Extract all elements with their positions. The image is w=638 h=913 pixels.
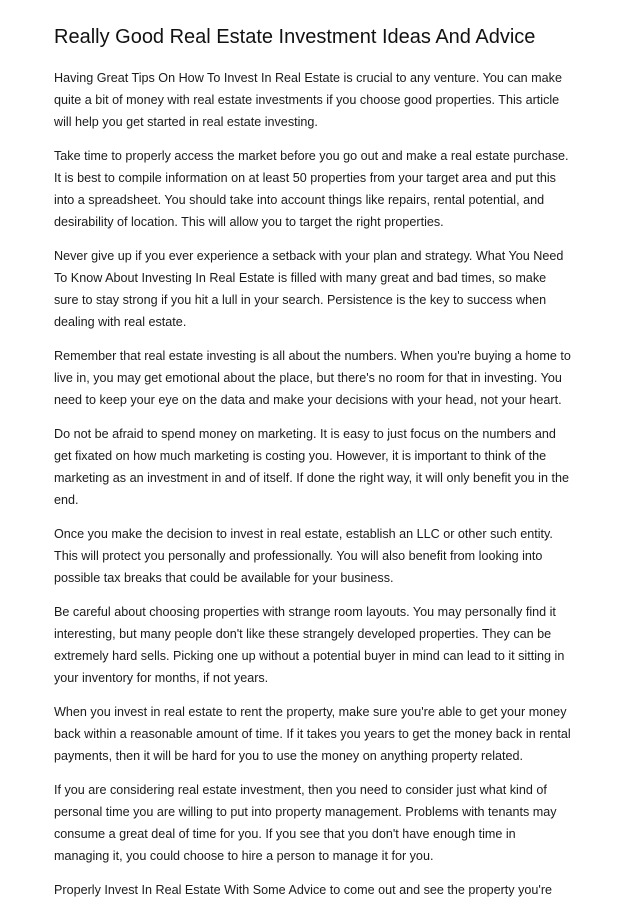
text-line: interesting, but many people don't like these strangely developed properties. They can be [54,627,552,641]
text-line: get fixated on how much marketing is costing you. However, it is important to think of the [54,449,547,463]
text-line: If you are considering real estate investment, then you need to consider just what kind of [54,783,547,797]
paragraph [54,345,594,411]
text-line: sure to stay strong if you hit a lull in your search. Persistence is the key to success when [54,293,547,307]
paragraph [54,701,594,767]
paragraph [54,779,594,867]
document-body [54,67,594,901]
text-line: It is best to compile information on at least 50 properties from your target area and put this [54,171,556,185]
text-line: Once you make the decision to invest in real estate, establish an LLC or other such entity. [54,527,553,541]
text-line: Never give up if you ever experience a setback with your plan and strategy. What You Need [54,249,564,263]
text-line: consume a great deal of time for you. If you see that you don't have enough time in [54,827,516,841]
text-line: need to keep your eye on the data and make your decisions with your head, not your heart. [54,393,562,407]
text-line: marketing as an investment in and of itself. If done the right way, it will only benefit you in the [54,471,569,485]
text-line: payments, then it will be hard for you to use the money on anything property related. [54,749,524,763]
paragraph [54,67,594,133]
text-line: desirability of location. This will allow you to target the right properties. [54,215,444,229]
text-line: quite a bit of money with real estate investments if you choose good properties. This article [54,93,560,107]
text-line: When you invest in real estate to rent the property, make sure you're able to get your money [54,705,567,719]
document-page [54,24,594,913]
text-line: extremely hard sells. Picking one up without a potential buyer in mind can lead to it sitting in [54,649,565,663]
text-line: dealing with real estate. [54,315,187,329]
text-line: possible tax breaks that could be available for your business. [54,571,394,585]
text-line: This will protect you personally and professionally. You will also benefit from looking into [54,549,543,563]
paragraph [54,601,594,689]
text-line: live in, you may get emotional about the place, but there's no room for that in investing. You [54,371,562,385]
text-line: To Know About Investing In Real Estate is filled with many great and bad times, so make [54,271,547,285]
text-line: Properly Invest In Real Estate With Some Advice to come out and see the property you're [54,883,553,897]
paragraph [54,245,594,333]
text-line: end. [54,493,79,507]
text-line: back within a reasonable amount of time. If it takes you years to get the money back in rental [54,727,571,741]
text-line: Having Great Tips On How To Invest In Real Estate is crucial to any venture. You can make [54,71,562,85]
document-title: Really Good Real Estate Investment Ideas And Advice [54,26,536,48]
text-line: Remember that real estate investing is all about the numbers. When you're buying a home to [54,349,571,363]
text-line: into a spreadsheet. You should take into account things like repairs, rental potential, and [54,193,545,207]
text-line: Be careful about choosing properties with strange room layouts. You may personally find it [54,605,556,619]
text-line: Do not be afraid to spend money on marketing. It is easy to just focus on the numbers and [54,427,556,441]
text-line: your inventory for months, if not years. [54,671,269,685]
text-line: managing it, you could choose to hire a person to manage it for you. [54,849,434,863]
text-line: personal time you are willing to put into property management. Problems with tenants may [54,805,557,819]
text-line: will help you get started in real estate investing. [54,115,318,129]
paragraph [54,145,594,233]
paragraph [54,423,594,511]
text-line: Take time to properly access the market before you go out and make a real estate purchase. [54,149,569,163]
paragraph [54,523,594,589]
paragraph [54,879,594,901]
